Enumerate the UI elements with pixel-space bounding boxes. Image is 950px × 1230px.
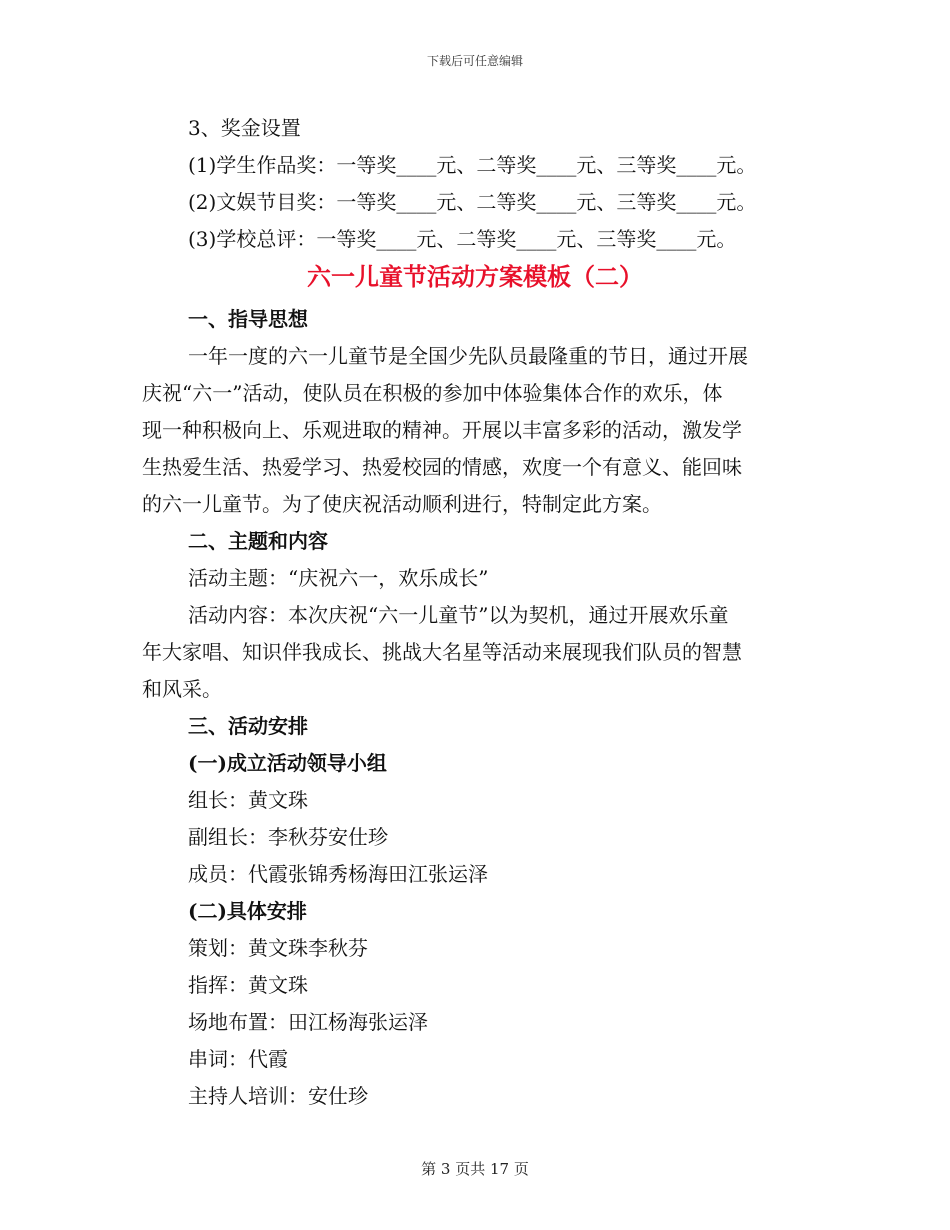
list-item: 策划：黄文珠李秋芬 — [188, 936, 368, 960]
paragraph-line: 的六一儿童节。为了使庆祝活动顺利进行，特制定此方案。 — [142, 492, 662, 516]
activity-theme: 活动主题：“庆祝六一，欢乐成长” — [188, 566, 489, 590]
prize-item-3: (3)学校总评：一等奖____元、二等奖____元、三等奖____元。 — [188, 227, 737, 251]
prize-item-1: (1)学生作品奖：一等奖____元、二等奖____元、三等奖____元。 — [188, 153, 757, 177]
prize-heading: 3、奖金设置 — [188, 116, 301, 140]
subsection-heading-leadership: (一)成立活动领导小组 — [188, 751, 387, 775]
paragraph-line: 生热爱生活、热爱学习、热爱校园的情感，欢度一个有意义、能回味 — [142, 455, 742, 479]
list-item: 副组长：李秋芬安仕珍 — [188, 825, 388, 849]
paragraph-line: 年大家唱、知识伴我成长、挑战大名星等活动来展现我们队员的智慧 — [142, 640, 742, 664]
paragraph-line: 活动内容：本次庆祝“六一儿童节”以为契机，通过开展欢乐童 — [188, 603, 729, 627]
document-title: 六一儿童节活动方案模板（二） — [307, 262, 643, 291]
section-heading-guiding: 一、指导思想 — [188, 307, 308, 331]
list-item: 场地布置：田江杨海张运泽 — [188, 1010, 428, 1034]
section-heading-theme: 二、主题和内容 — [188, 529, 328, 553]
paragraph-line: 现一种积极向上、乐观进取的精神。开展以丰富多彩的活动，激发学 — [142, 418, 742, 442]
section-heading-arrangement: 三、活动安排 — [188, 714, 308, 738]
list-item: 组长：黄文珠 — [188, 788, 308, 812]
subsection-heading-specific: (二)具体安排 — [188, 899, 307, 923]
page-header-note: 下载后可任意编辑 — [426, 54, 523, 68]
page-number-footer: 第 3 页共 17 页 — [421, 1160, 529, 1178]
paragraph-line: 庆祝“六一”活动，使队员在积极的参加中体验集体合作的欢乐，体 — [142, 381, 723, 405]
list-item: 指挥：黄文珠 — [188, 973, 308, 997]
prize-item-2: (2)文娱节目奖：一等奖____元、二等奖____元、三等奖____元。 — [188, 190, 757, 214]
paragraph-line: 和风采。 — [142, 677, 222, 701]
list-item: 主持人培训：安仕珍 — [188, 1084, 368, 1108]
paragraph-line: 一年一度的六一儿童节是全国少先队员最隆重的节日，通过开展 — [188, 344, 748, 368]
list-item: 串词：代霞 — [188, 1047, 288, 1071]
list-item: 成员：代霞张锦秀杨海田江张运泽 — [188, 862, 488, 886]
